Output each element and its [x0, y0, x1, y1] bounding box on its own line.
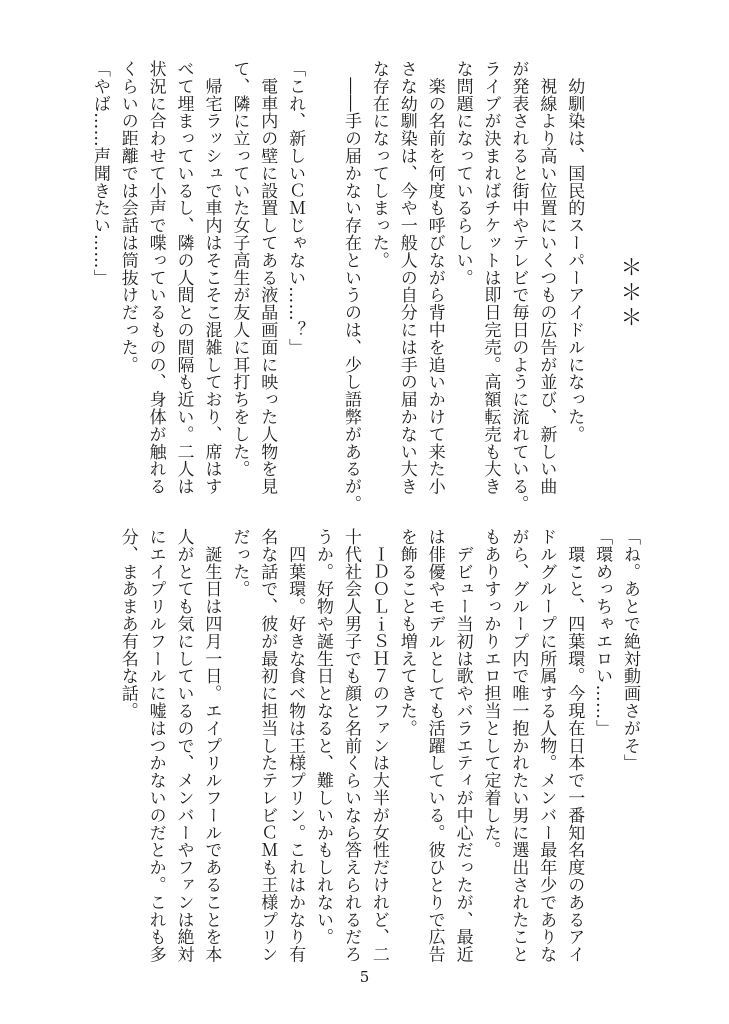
text-line: にエイプリルフールに嘘はつかないのだとか。これも多 — [145, 528, 166, 963]
text-line: ドルグループに所属する人物。メンバー最年少でありな — [536, 528, 557, 963]
text-line: くらいの距離では会話は筒抜けだった。 — [117, 60, 138, 374]
lower-text-block — [113, 528, 643, 963]
text-line: デビュー当初は歌やバラエティが中心だったが、最近 — [452, 528, 473, 963]
text-line: さな幼馴染は、今や一般人の自分には手の届かない大き — [396, 60, 417, 495]
text-line — [587, 60, 615, 490]
text-line: 「これ、新しいＣＭじゃない……？」 — [285, 60, 306, 356]
text-line: 楽の名前を何度も呼びながら背中を追いかけて来た小 — [424, 60, 445, 495]
text-line: ――手の届かない存在というのは、少し語弊があるが。 — [340, 60, 361, 513]
text-line: 状況に合わせて小声で喋っているものの、身体が触れる — [145, 60, 166, 495]
text-line: がら、グループ内で唯一抱かれたい男に選出されたこと — [508, 528, 529, 963]
page-number: 5 — [359, 968, 370, 986]
text-line — [308, 60, 336, 490]
text-line: 「やば……声聞きたい……」 — [89, 60, 110, 287]
section-separator: ＊＊＊ — [617, 256, 642, 331]
text-line: 名な話で、彼が最初に担当したテレビＣＭも王様プリン — [257, 528, 278, 963]
text-line: 視線より高い位置にいくつもの広告が並び、新しい曲 — [536, 60, 557, 495]
text-line: 帰宅ラッシュで車内はそこそこ混雑しており、席はす — [201, 60, 222, 495]
text-line: ライブが決まればチケットは即日完売。高額転売も大き — [480, 60, 501, 495]
upper-text-block — [85, 60, 643, 513]
text-line — [615, 60, 643, 490]
text-line: は俳優やモデルとしても活躍している。彼ひとりで広告 — [424, 528, 445, 963]
text-line: 「環めっちゃエロい……」 — [592, 528, 613, 737]
text-line: が発表されると街中やテレビで毎日のように流れている。 — [508, 60, 529, 513]
text-line: 四葉環。好きな食べ物は王様プリン。これはかなり有 — [285, 528, 306, 963]
text-line: 誕生日は四月一日。エイプリルフールであることを本 — [201, 528, 222, 963]
text-line: ＩＤＯＬｉＳＨ７のファンは大半が女性だけれど、二 — [368, 528, 389, 963]
text-line: な問題になっているらしい。 — [452, 60, 473, 287]
text-line: もありすっかりエロ担当として定着した。 — [480, 528, 501, 859]
text-line: を飾ることも増えてきた。 — [396, 528, 417, 737]
text-line: 十代社会人男子でも顔と名前くらいなら答えられるだろ — [340, 528, 361, 963]
text-line: 分、まあまあ有名な話。 — [117, 528, 138, 720]
text-line: 「ね。あとで絶対動画さがそ」 — [620, 528, 640, 772]
text-line: だった。 — [229, 528, 250, 598]
text-line: な存在になってしまった。 — [368, 60, 389, 269]
text-line: うか。好物や誕生日となると、難しいかもしれない。 — [313, 528, 334, 946]
text-line: 環こと、四葉環。今現在日本で一番知名度のあるアイ — [564, 528, 585, 963]
text-line: べて埋まっているし、隣の人間との間隔も近い。二人は — [173, 60, 194, 495]
text-line: 電車内の壁に設置してある液晶画面に映った人物を見 — [257, 60, 278, 495]
text-line: 幼馴染は、国民的スーパーアイドルになった。 — [564, 60, 585, 443]
text-line: 人がとても気にしているので、メンバーやファンは絶対 — [173, 528, 194, 963]
text-line: て、隣に立っていた女子高生が友人に耳打ちをした。 — [229, 60, 250, 478]
